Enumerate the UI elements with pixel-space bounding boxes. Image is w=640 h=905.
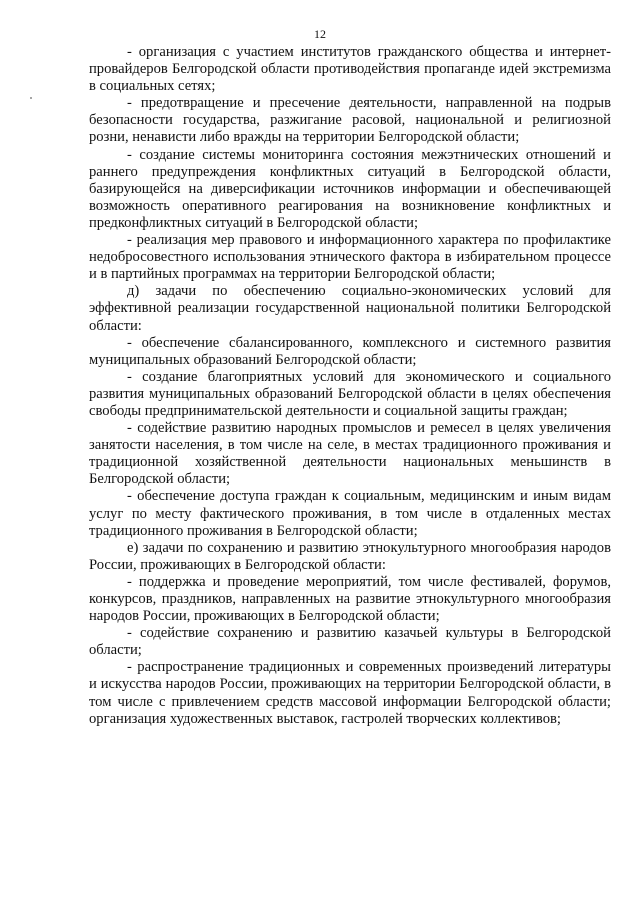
paragraph: е) задачи по сохранению и развитию этнокультурного многообразия народов России, проживающих в Белгородской области: (89, 539, 611, 573)
paragraph: - предотвращение и пресечение деятельности, направленной на подрыв безопасности государства, разжигание расовой, национальной и религиозной розни, ненависти либо вражды на территории Белгородской области; (89, 95, 611, 146)
paragraph: д) задачи по обеспечению социально-экономических условий для эффективной реализации государственной национальной политики Белгородской области: (89, 283, 611, 334)
paragraph: - обеспечение сбалансированного, комплексного и системного развития муниципальных образований Белгородской области; (89, 334, 611, 368)
paragraph: - создание системы мониторинга состояния межэтнических отношений и раннего предупреждения конфликтных ситуаций в Белгородской области, базирующейся на диверсификации источников информации и обеспечивающей возможность оперативного реагирования на возникновение конфликтных и предконфликтных ситуаций в Белгородской области; (89, 146, 611, 231)
paragraph: - содействие развитию народных промыслов и ремесел в целях увеличения занятости населения, в том числе на селе, в местах традиционного проживания и традиционной хозяйственной деятельности национальных меньшинств в Белгородской области; (89, 420, 611, 488)
paragraph: - организация с участием институтов гражданского общества и интернет-провайдеров Белгородской области противодействия пропаганде идей экстремизма в социальных сетях; (89, 44, 611, 95)
scan-speck (30, 97, 32, 99)
paragraph: - обеспечение доступа граждан к социальным, медицинским и иным видам услуг по месту фактического проживания, в том числе в отдаленных местах традиционного проживания в Белгородской области; (89, 488, 611, 539)
paragraph: - распространение традиционных и современных произведений литературы и искусства народов России, проживающих на территории Белгородской области, в том числе с привлечением средств массовой информации Белгородской области; организация художественных выставок, гастролей творческих коллективов; (89, 659, 611, 727)
paragraph: - создание благоприятных условий для экономического и социального развития муниципальных образований Белгородской области в целях обеспечения свободы предпринимательской деятельности и социальной защиты граждан; (89, 368, 611, 419)
document-body (89, 44, 611, 728)
paragraph: - реализация мер правового и информационного характера по профилактике недобросовестного использования этнического фактора в избирательном процессе и в партийных программах на территории Белгородской области; (89, 232, 611, 283)
paragraph: - содействие сохранению и развитию казачьей культуры в Белгородской области; (89, 625, 611, 659)
paragraph: - поддержка и проведение мероприятий, том числе фестивалей, форумов, конкурсов, праздников, направленных на развитие этнокультурного многообразия народов России, проживающих в Белгородской области; (89, 573, 611, 625)
page-number: 12 (314, 27, 326, 41)
